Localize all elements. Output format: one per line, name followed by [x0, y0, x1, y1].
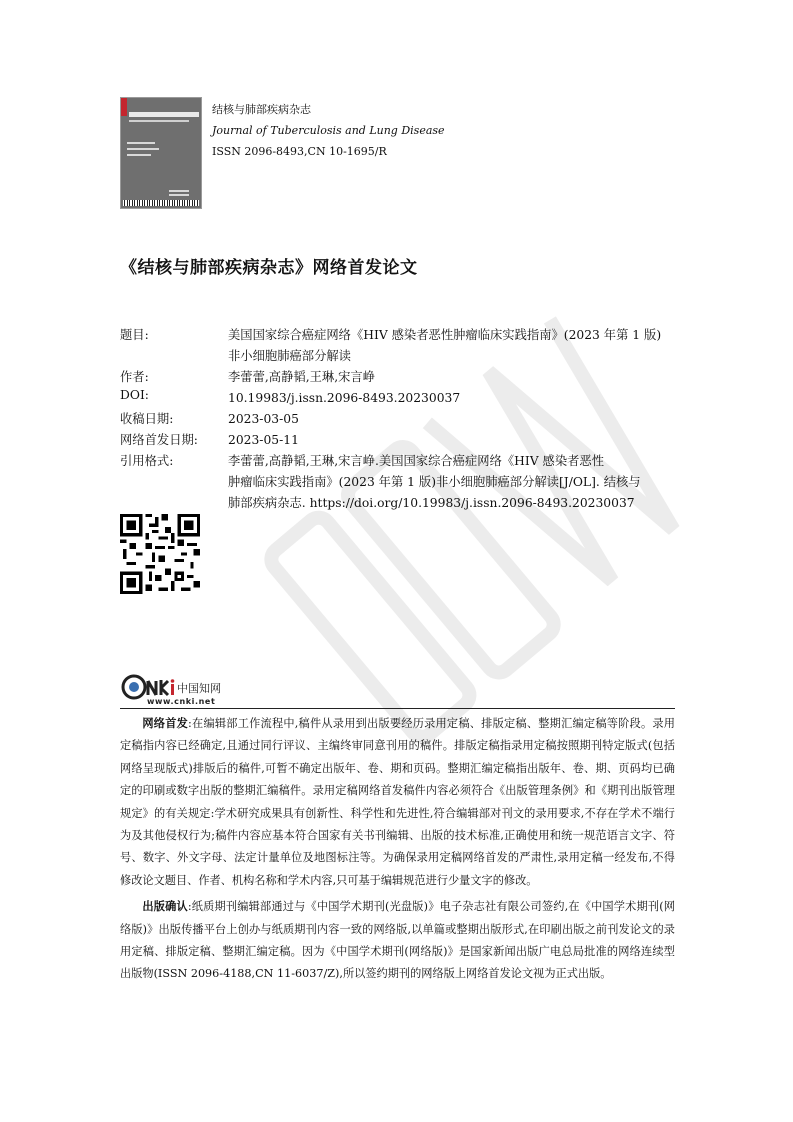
- received-label: 收稿日期:: [120, 412, 174, 426]
- authors: 李蕾蕾,高静韬,王琳,宋言峥: [228, 370, 375, 384]
- confirmation-text: :纸质期刊编辑部通过与《中国学术期刊(光盘版)》电子杂志社有限公司签约,在《中国学术期刊(网络版)》出版传播平台上创办与纸质期刊内容一致的网络版,以单篇或整期出版形式,在印刷出版之前刊发论文的录用定稿、排版定稿、整期汇编定稿。因为《中国学术期刊(网络版)》是国家新闻出版广电总局批准的网络连续型出版物(ISSN 2096-4188,CN 11-6037/Z),所以签约期刊的网络版上网络首发论文视为正式出版。: [120, 900, 675, 981]
- journal-cn-name: 结核与肺部疾病杂志: [212, 103, 311, 116]
- confirmation-label: 出版确认: [142, 900, 188, 914]
- journal-en-name: Journal of Tuberculosis and Lung Disease: [212, 124, 445, 137]
- publication-notice: [120, 713, 675, 990]
- meta-row-received: [120, 409, 680, 430]
- doi-value[interactable]: 10.19983/j.issn.2096-8493.20230037: [228, 391, 461, 405]
- title-line-1: 美国国家综合癌症网络《HIV 感染者恶性肿瘤临床实践指南》(2023 年第 1 版): [228, 328, 662, 342]
- page-heading: 《结核与肺部疾病杂志》网络首发论文: [120, 258, 418, 278]
- online-date: 2023-05-11: [228, 433, 299, 447]
- citation-line-3[interactable]: 肺部疾病杂志. https://doi.org/10.19983/j.issn.2096-8493.20230037: [228, 496, 635, 510]
- journal-cover-image: [120, 97, 202, 209]
- article-metadata: [120, 325, 680, 514]
- title-label: 题目:: [120, 328, 149, 342]
- cnki-chinese-name: 中国知网: [177, 682, 221, 695]
- meta-row-online: [120, 430, 680, 451]
- doi-label: DOI:: [120, 388, 149, 402]
- author-label: 作者:: [120, 370, 149, 384]
- citation-line-2: 肿瘤临床实践指南》(2023 年第 1 版)非小细胞肺癌部分解读[J/OL]. 结核与: [228, 475, 641, 489]
- cnki-logo: [120, 673, 230, 707]
- citation-line-1: 李蕾蕾,高静韬,王琳,宋言峥.美国国家综合癌症网络《HIV 感染者恶性: [228, 454, 605, 468]
- journal-info: [212, 99, 445, 162]
- journal-issn: ISSN 2096-8493,CN 10-1695/R: [212, 145, 387, 158]
- citation-label: 引用格式:: [120, 454, 174, 468]
- cnki-url: www.cnki.net: [147, 697, 216, 706]
- notice-online-first: [120, 713, 675, 892]
- meta-row-title: [120, 325, 680, 367]
- meta-row-citation: [120, 451, 680, 514]
- received-date: 2023-03-05: [228, 412, 299, 426]
- online-label: 网络首发日期:: [120, 433, 198, 447]
- online-first-label: 网络首发: [142, 717, 189, 730]
- title-line-2: 非小细胞肺癌部分解读: [228, 349, 351, 363]
- meta-row-doi: [120, 388, 680, 409]
- qr-code[interactable]: [120, 514, 200, 594]
- online-first-text: :在编辑部工作流程中,稿件从录用到出版要经历录用定稿、排版定稿、整期汇编定稿等阶段。录用定稿指内容已经确定,且通过同行评议、主编终审同意刊用的稿件。排版定稿指录用定稿按照期刊特定版式(包括网络呈现版式)排版后的稿件,可暂不确定出版年、卷、期和页码。整期汇编定稿指出版年、卷、期、页码均已确定的印刷或数字出版的整期汇编稿件。录用定稿网络首发稿件内容必须符合《出版管理条例》和《期刊出版管理规定》的有关规定:学术研究成果具有创新性、科学性和先进性,符合编辑部对刊文的录用要求,不存在学术不端行为及其他侵权行为;稿件内容应基本符合国家有关书刊编辑、出版的技术标准,正确使用和统一规范语言文字、符号、数字、外文字母、法定计量单位及地图标注等。为确保录用定稿网络首发的严肃性,录用定稿一经发布,不得修改论文题目、作者、机构名称和学术内容,只可基于编辑规范进行少量文字的修改。: [120, 717, 675, 887]
- meta-row-author: [120, 367, 680, 388]
- notice-publication-confirmation: [120, 896, 675, 986]
- section-divider: [120, 708, 675, 709]
